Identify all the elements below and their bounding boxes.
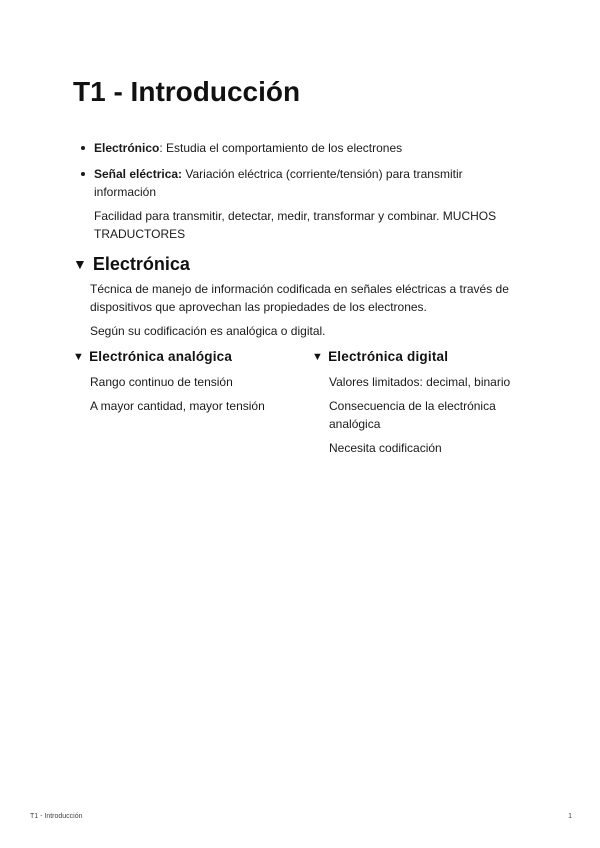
- bullet-text: : Estudia el comportamiento de los electrones: [159, 141, 403, 155]
- page-title: T1 - Introducción: [73, 76, 301, 107]
- analog-items: [73, 373, 293, 415]
- bullet-note: Facilidad para transmitir, detectar, medir, transformar y combinar. MUCHOS TRADUCTORES: [94, 209, 497, 241]
- footer-title: T1 - Introducción: [30, 813, 83, 820]
- analog-heading-text: Electrónica analógica: [89, 349, 233, 364]
- list-item: A mayor cantidad, mayor tensión: [90, 399, 265, 413]
- digital-items: [312, 373, 522, 457]
- list-item: Valores limitados: decimal, binario: [329, 375, 511, 389]
- bullet-text: Variación eléctrica (corriente/tensión) para transmitir información: [94, 167, 463, 199]
- section-paragraph: Según su codificación es analógica o digital.: [90, 324, 326, 338]
- digital-heading-text: Electrónica digital: [328, 349, 449, 364]
- toggle-heading-digital[interactable]: [312, 348, 522, 366]
- toggle-heading-electronica[interactable]: [73, 252, 190, 276]
- bullet-term: Señal eléctrica:: [94, 167, 183, 181]
- bullet-item-senal-electrica: [76, 165, 516, 201]
- toggle-arrow-icon[interactable]: ▼: [73, 351, 85, 363]
- list-item: Necesita codificación: [329, 441, 442, 455]
- section-heading-text: Electrónica: [92, 254, 190, 274]
- column-analog: [73, 348, 293, 421]
- section-paragraph: Técnica de manejo de información codificada en señales eléctricas a través de dispositivos que aprovechan las propiedades de los electrones.: [90, 282, 509, 314]
- toggle-heading-analog[interactable]: [73, 348, 293, 366]
- column-digital: [312, 348, 522, 463]
- footer-page-number: 1: [568, 813, 572, 820]
- list-item: Rango continuo de tensión: [90, 375, 233, 389]
- list-item: Consecuencia de la electrónica analógica: [329, 399, 496, 431]
- section-body: [90, 280, 520, 346]
- bullet-item-electronico: [76, 139, 516, 157]
- bullet-term: Electrónico: [94, 141, 160, 155]
- toggle-arrow-icon[interactable]: ▼: [312, 351, 324, 363]
- bullet-list: [76, 139, 516, 243]
- toggle-arrow-icon[interactable]: ▼: [73, 256, 87, 272]
